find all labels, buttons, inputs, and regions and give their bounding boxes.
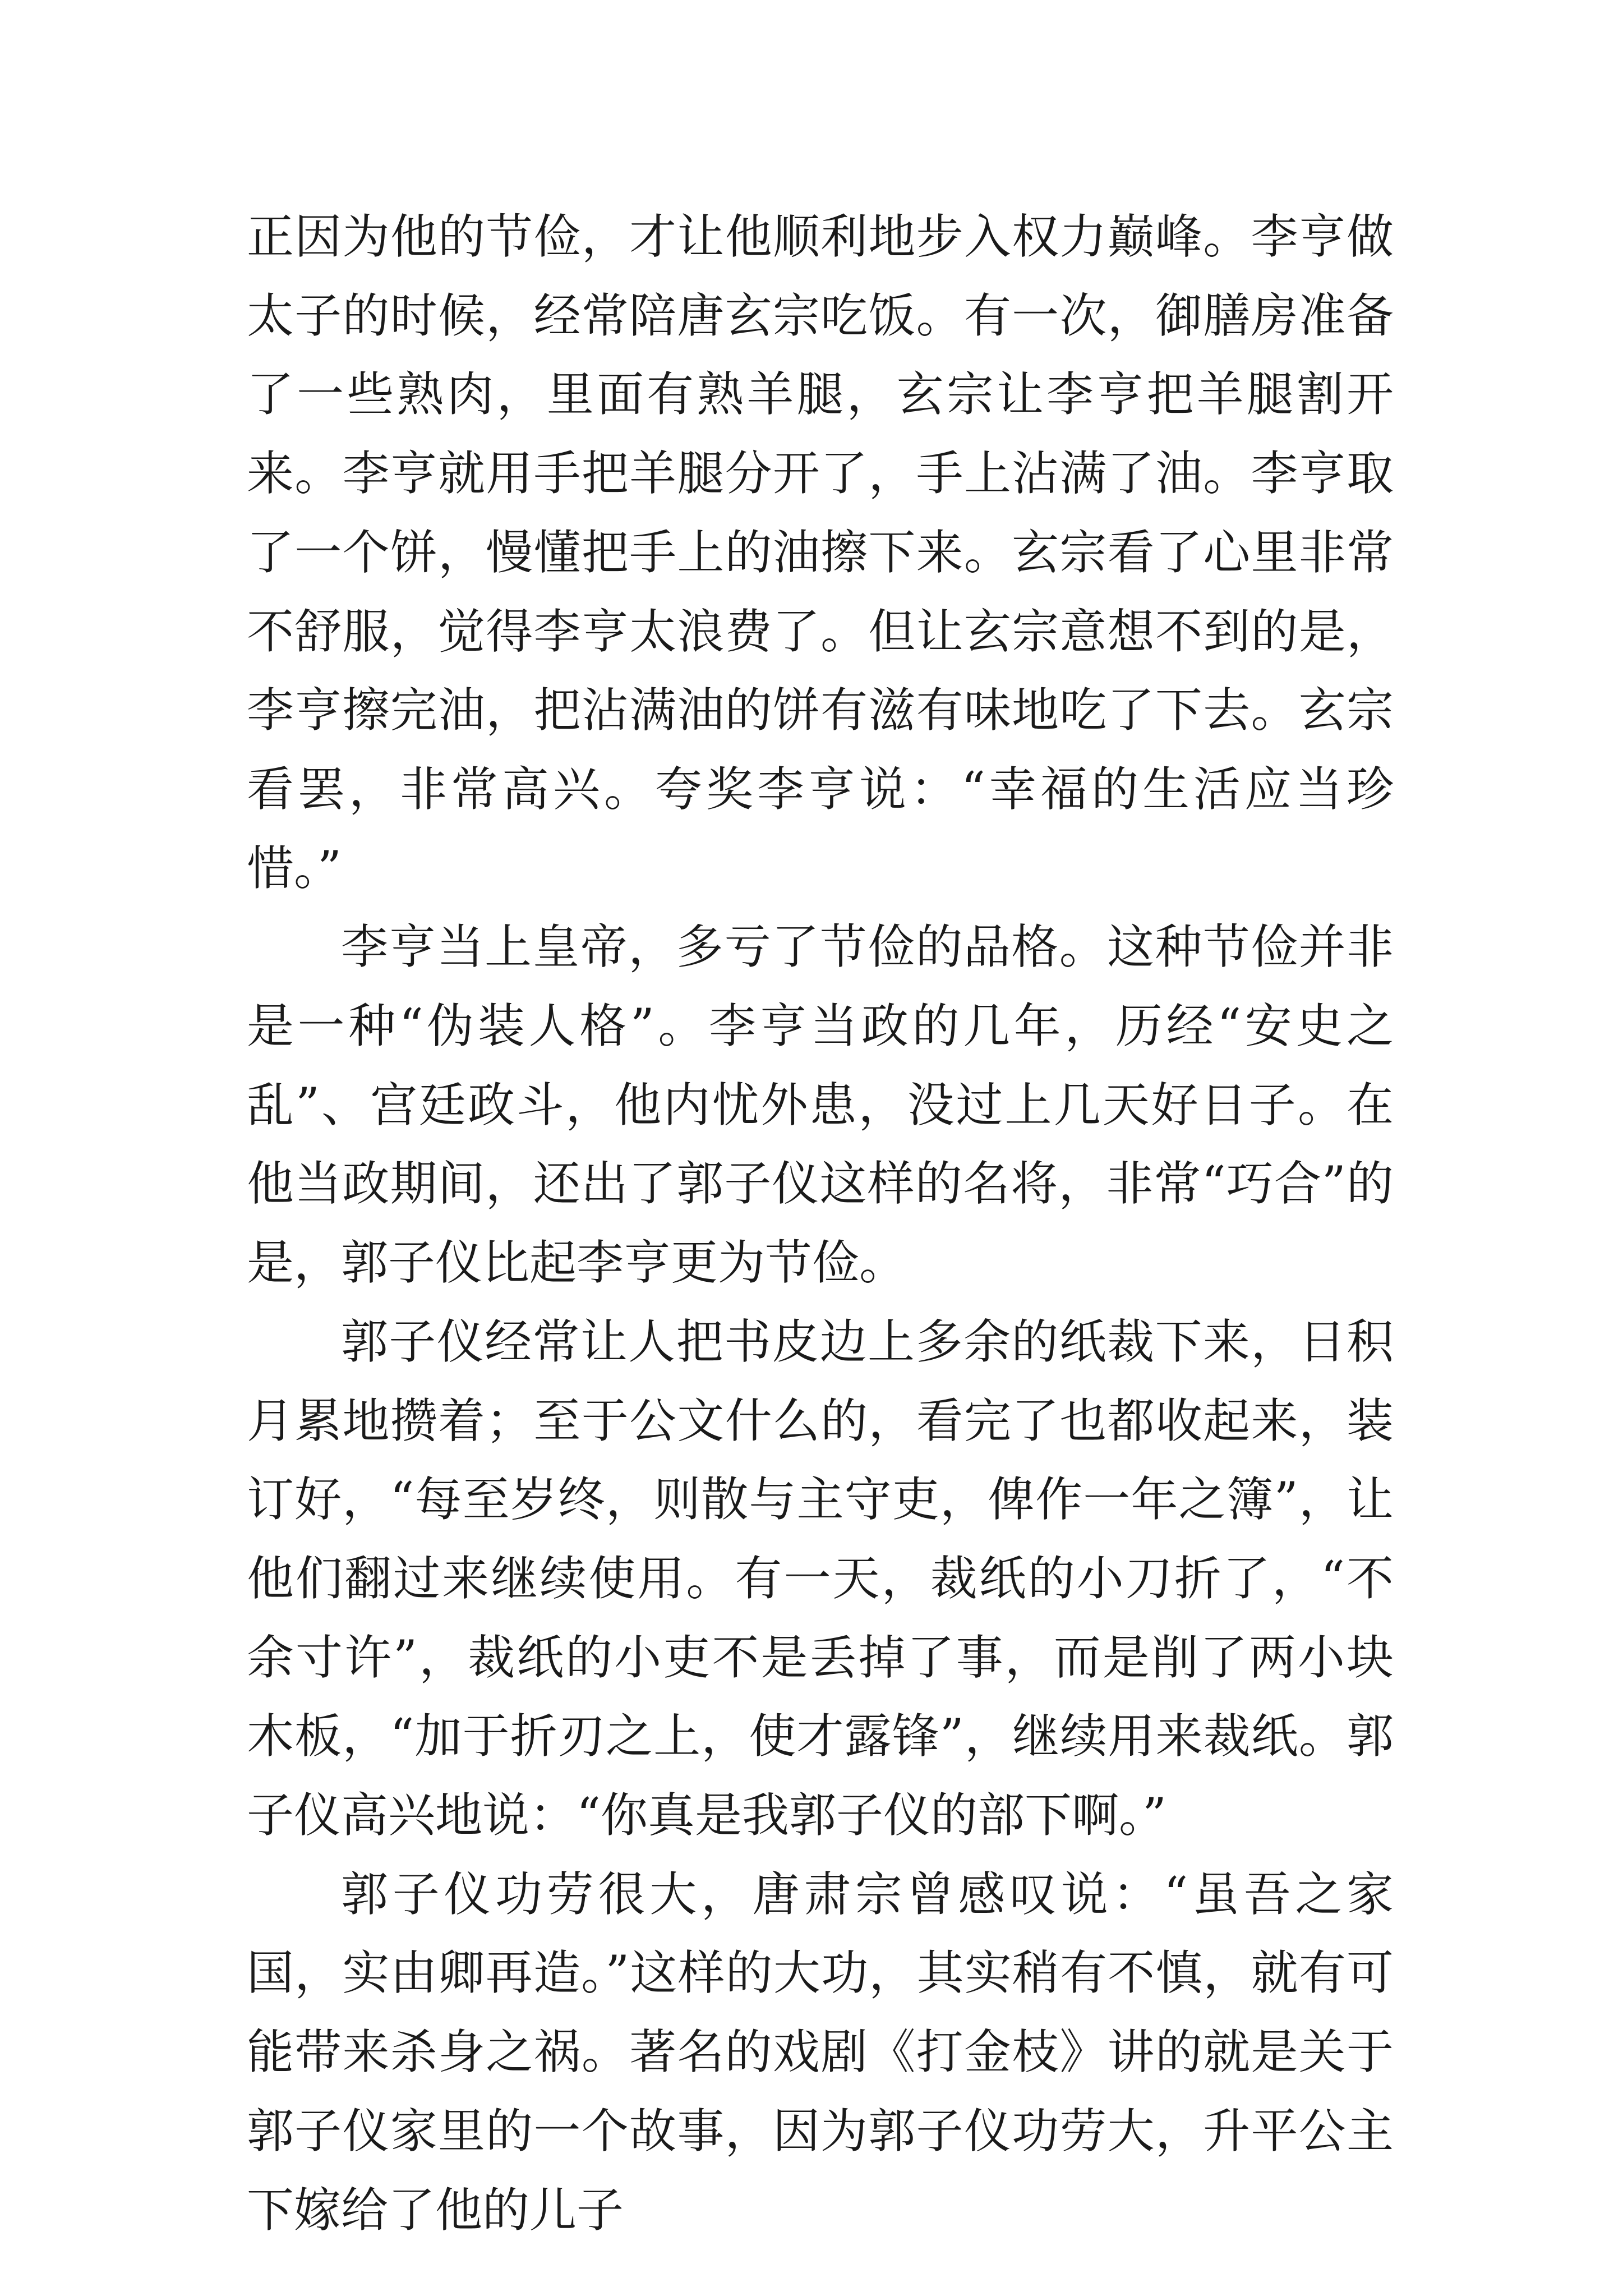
paragraph-4: 郭子仪功劳很大，唐肃宗曾感叹说：“虽吾之家国，实由卿再造。”这样的大功，其实稍有不慎，就有可能带来杀身之祸。著名的戏剧《打金枝》讲的就是关于郭子仪家里的一个故事，因为郭子仪功劳大，升平公主下嫁给了他的儿子 — [247, 1866, 1394, 2238]
paragraph-1: 正因为他的节俭，才让他顺利地步入权力巅峰。李亨做太子的时候，经常陪唐玄宗吃饭。有一次，御膳房准备了一些熟肉，里面有熟羊腿，玄宗让李亨把羊腿割开来。李亨就用手把羊腿分开了，手上沾满了油。李亨取了一个饼，慢懂把手上的油擦下来。玄宗看了心里非常不舒服，觉得李亨太浪费了。但让玄宗意想不到的是，李亨擦完油，把沾满油的饼有滋有味地吃了下去。玄宗看罢，非常高兴。夸奖李亨说：“幸福的生活应当珍惜。” — [247, 209, 1394, 896]
paragraph-3: 郭子仪经常让人把书皮边上多余的纸裁下来，日积月累地攒着；至于公文什么的，看完了也都收起来，装订好，“每至岁终，则散与主守吏，俾作一年之簿”，让他们翻过来继续使用。有一天，裁纸的小刀折了，“不余寸许”，裁纸的小吏不是丢掉了事，而是削了两小块木板，“加于折刃之上，使才露锋”，继续用来裁纸。郭子仪高兴地说：“你真是我郭子仪的部下啊。” — [247, 1314, 1394, 1843]
document-body — [247, 197, 1394, 2249]
paragraph-2: 李亨当上皇帝，多亏了节俭的品格。这种节俭并非是一种“伪装人格”。李亨当政的几年，历经“安史之乱”、宫廷政斗，他内忧外患，没过上几天好日子。在他当政期间，还出了郭子仪这样的名将，非常“巧合”的是，郭子仪比起李亨更为节俭。 — [247, 919, 1394, 1291]
